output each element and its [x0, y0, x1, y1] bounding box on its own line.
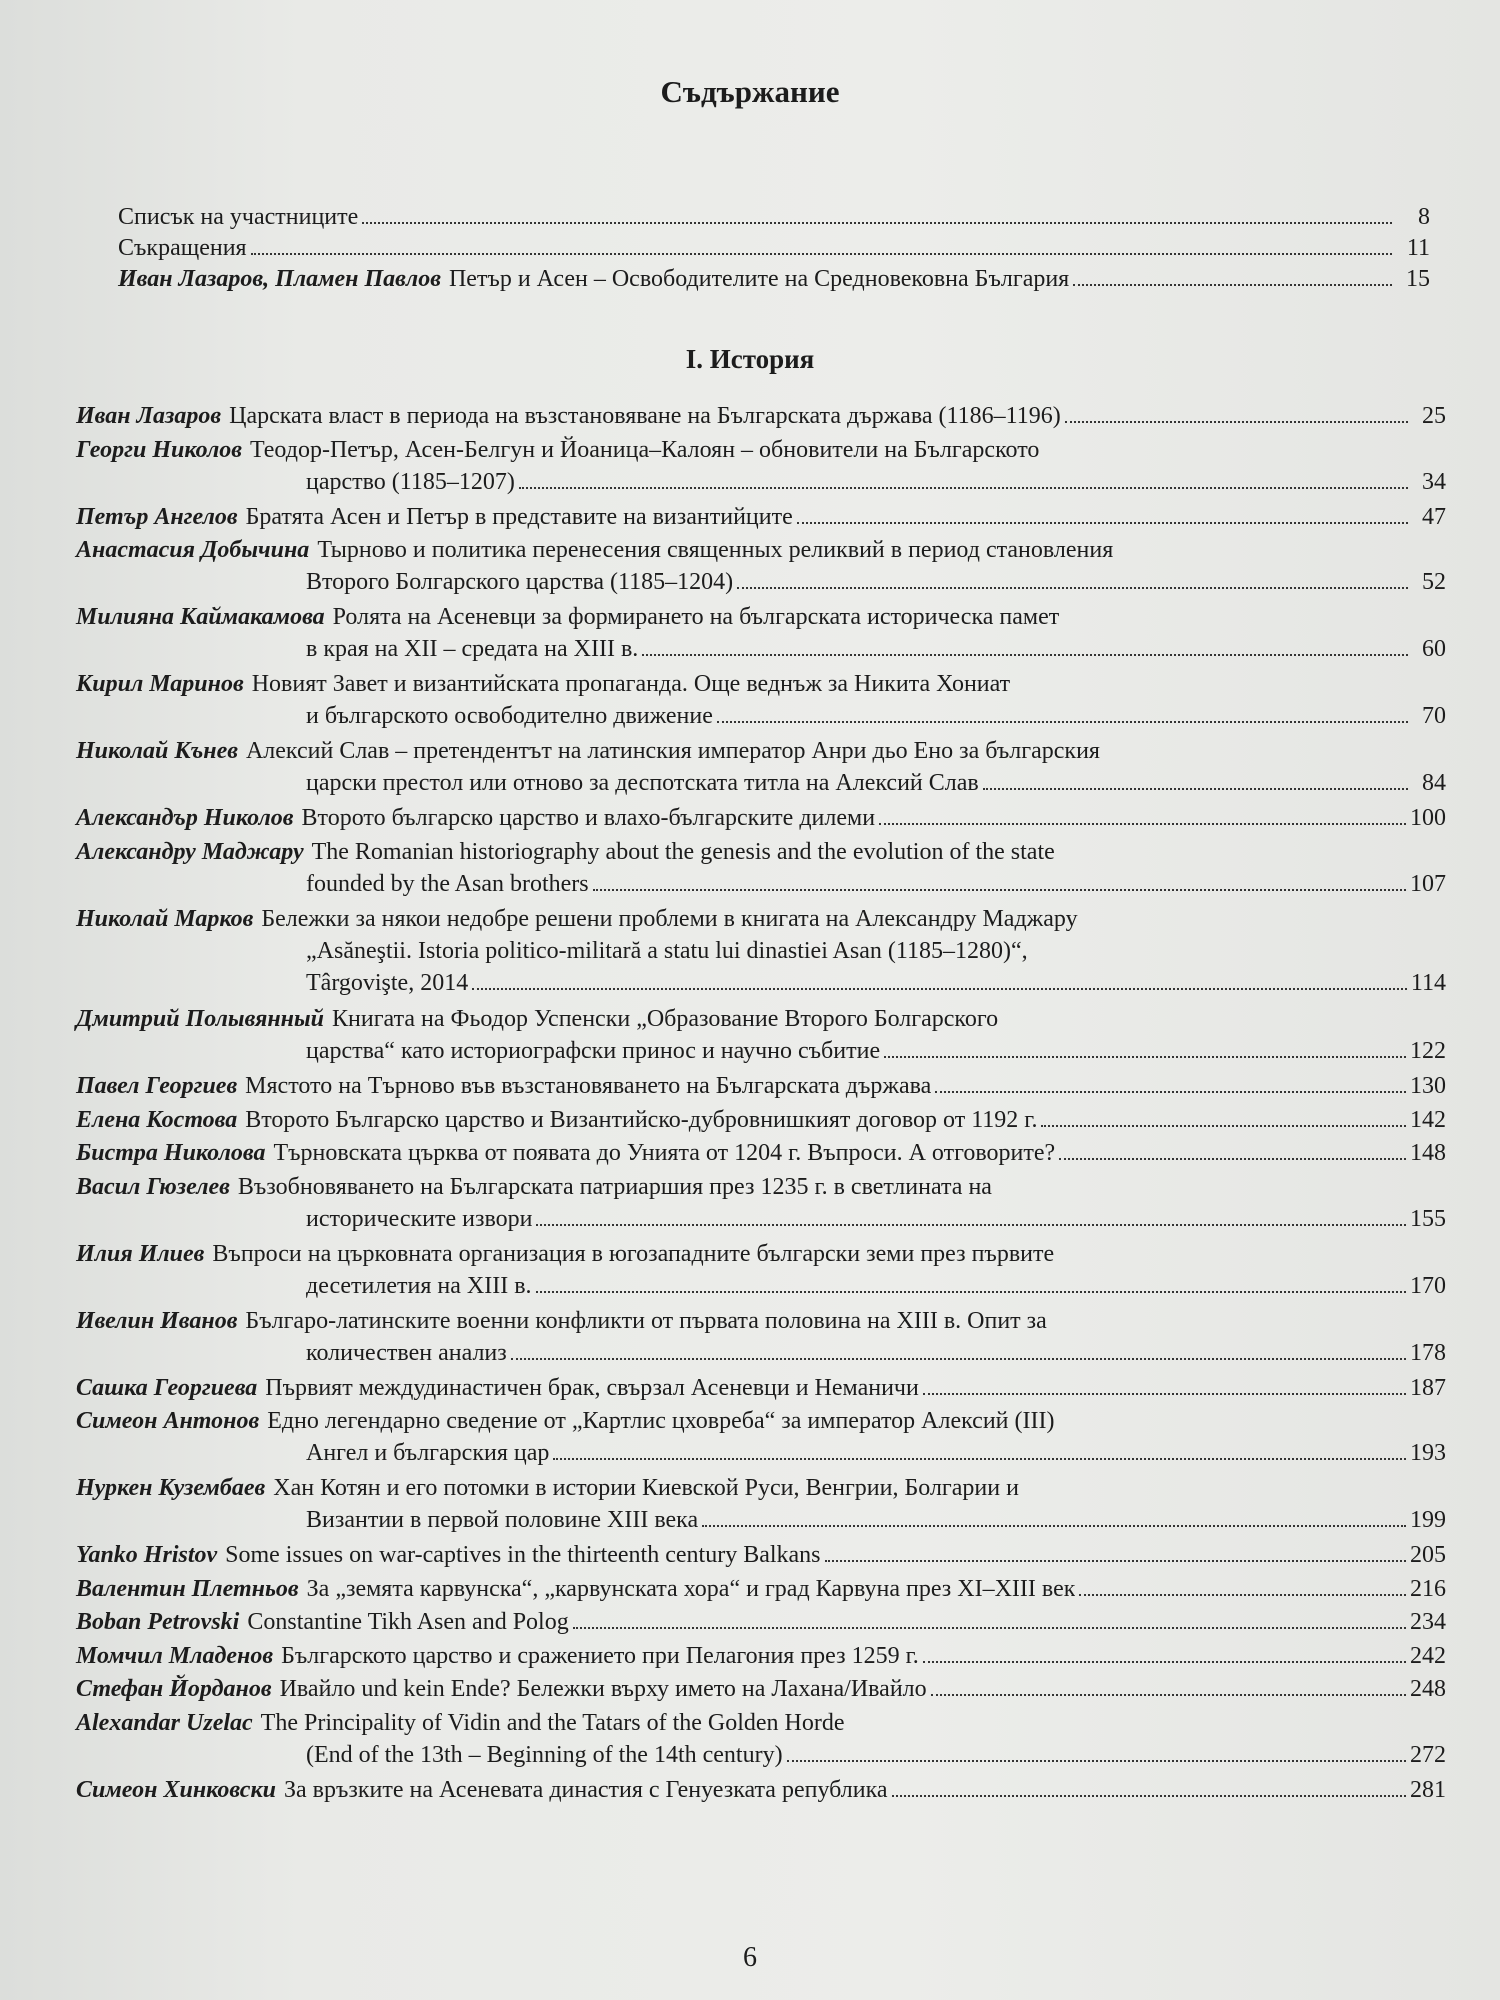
entry-line	[76, 601, 1446, 633]
entry-title: The Romanian historiography about the genesis and the evolution of the state	[311, 838, 1055, 865]
entry-page: 100	[1410, 805, 1446, 831]
entry-line	[76, 1573, 1446, 1605]
entry-line	[76, 1337, 1446, 1369]
entry-line	[76, 1673, 1446, 1705]
entry-line	[76, 1539, 1446, 1571]
leader-dots	[1041, 1105, 1406, 1127]
entry-line	[76, 1003, 1446, 1035]
entry-line	[76, 1372, 1446, 1404]
leader-dots	[536, 1204, 1406, 1226]
entry-page: 216	[1410, 1575, 1446, 1602]
entry-title: Теодор-Петър, Асен-Белгун и Йоаница–Калоян – обновители на Българското	[250, 436, 1040, 463]
entry-title: Бележки за някои недобре решени проблеми в книгата на Александру Маджару	[261, 905, 1078, 932]
toc-entry[interactable]	[76, 1539, 1446, 1573]
toc-entry[interactable]	[76, 434, 1446, 501]
entry-title: Constantine Tikh Asen and Polog	[247, 1609, 569, 1635]
toc-entry[interactable]	[76, 903, 1446, 1004]
toc-entry[interactable]	[76, 1137, 1446, 1171]
toc-entry[interactable]	[76, 1573, 1446, 1607]
entry-title: Some issues on war-captives in the thirteenth century Balkans	[225, 1542, 821, 1568]
entry-author: Момчил Младенов	[76, 1642, 274, 1669]
entry-line	[76, 836, 1446, 868]
entry-title: Новият Завет и византийската пропаганда. Още веднъж за Никита Хониат	[251, 671, 1011, 697]
entry-line	[76, 501, 1446, 533]
entry-page: 170	[1410, 1272, 1446, 1299]
entry-page: 25	[1422, 403, 1446, 429]
leader-dots	[1073, 264, 1392, 286]
leader-dots	[251, 233, 1392, 255]
toc-entry[interactable]	[76, 735, 1446, 802]
entry-page: 15	[1406, 266, 1430, 292]
leader-dots	[797, 502, 1408, 524]
entry-title: The Principality of Vidin and the Tatars of the Golden Horde	[260, 1709, 845, 1736]
leader-dots	[717, 701, 1408, 723]
entry-page: 122	[1410, 1038, 1446, 1064]
entry-page: 148	[1410, 1140, 1446, 1166]
leader-dots	[1059, 1138, 1406, 1160]
entry-author: Павел Георгиев	[76, 1073, 238, 1099]
toc-entry[interactable]	[76, 1070, 1446, 1104]
toc-entry-intro[interactable]	[118, 263, 1430, 294]
entry-line	[76, 1739, 1446, 1771]
page-title: Съдържание	[660, 74, 840, 109]
entry-title: Списък на участниците	[118, 204, 359, 230]
entry-page: 193	[1410, 1440, 1446, 1466]
leader-dots	[892, 1775, 1406, 1797]
entry-page: 84	[1422, 770, 1446, 796]
entry-title-cont: царства“ като историографски принос и научно събитие	[306, 1038, 881, 1064]
entry-title: Възобновяването на Българската патриаршия през 1235 г. в светлината на	[237, 1173, 992, 1200]
entry-author: Милияна Каймакамова	[76, 604, 325, 630]
entry-line	[76, 668, 1446, 700]
entry-line	[76, 633, 1446, 665]
toc-entry[interactable]	[76, 1707, 1446, 1774]
entry-page: 142	[1410, 1106, 1446, 1133]
entry-title: Хан Котян и его потомки в истории Киевской Руси, Венгрии, Болгарии и	[273, 1475, 1019, 1501]
leader-dots	[1079, 1574, 1406, 1596]
entry-title-cont: „Asăneştii. Istoria politico-militară a statu lui dinastiei Asan (1185–1280)“,	[306, 937, 1028, 964]
entry-page: 107	[1410, 870, 1446, 897]
front-matter	[118, 201, 1430, 294]
entry-page: 187	[1410, 1374, 1446, 1401]
toc-entry[interactable]	[76, 601, 1446, 668]
entry-page: 8	[1418, 204, 1430, 230]
entry-page: 272	[1410, 1741, 1446, 1768]
entry-author: Николай Кънев	[76, 738, 238, 764]
leader-dots	[923, 1373, 1406, 1395]
entry-author: Стефан Йорданов	[76, 1676, 272, 1702]
entry-title-cont: Târgovişte, 2014	[306, 969, 469, 996]
leader-dots	[737, 567, 1408, 589]
entry-author: Симеон Хинковски	[76, 1776, 276, 1803]
entry-line	[76, 1238, 1446, 1270]
entry-author: Петър Ангелов	[76, 503, 238, 530]
entry-page: 178	[1410, 1339, 1446, 1366]
toc-entry[interactable]	[76, 534, 1446, 601]
entry-author: Анастасия Добычина	[76, 537, 310, 563]
entry-line	[76, 868, 1446, 900]
entry-page: 114	[1410, 969, 1446, 996]
entry-line	[76, 1171, 1446, 1203]
entry-title: Царската власт в периода на възстановяване на Българската държава (1186–1196)	[229, 403, 1061, 429]
entry-line	[76, 1035, 1446, 1067]
entry-title: Ролята на Асеневци за формирането на българската историческа памет	[332, 604, 1060, 630]
entry-line	[76, 735, 1446, 767]
entry-line	[76, 1070, 1446, 1102]
entry-page: 130	[1410, 1073, 1446, 1099]
entry-line	[76, 903, 1446, 935]
entry-title-cont: в края на XII – средата на XIII в.	[306, 636, 639, 662]
entry-page: 70	[1422, 703, 1446, 729]
entry-author: Дмитрий Полывянный	[76, 1006, 325, 1032]
entry-title-cont: царски престол или отново за деспотската титла на Алексий Слав	[306, 770, 979, 796]
entry-title: Първият междудинастичен брак, свързал Асеневци и Неманичи	[265, 1374, 919, 1401]
leader-dots	[1065, 401, 1408, 423]
toc-entry[interactable]	[76, 1372, 1446, 1406]
leader-dots	[362, 202, 1392, 224]
entry-author: Васил Гюзелев	[76, 1173, 230, 1200]
entry-page: 205	[1410, 1542, 1446, 1568]
entry-line	[76, 1640, 1446, 1672]
entry-title: Алексий Слав – претендентът на латинския император Анри дьо Ено за българския	[245, 738, 1100, 764]
entry-title: Едно легендарно сведение от „Картлис цховреба“ за император Алексий (III)	[267, 1408, 1055, 1434]
toc-entry[interactable]	[76, 1774, 1446, 1808]
toc-entry-participants[interactable]	[118, 201, 1430, 232]
entry-title-cont: Второго Болгарского царства (1185–1204)	[306, 569, 734, 595]
entry-title-cont: десетилетия на XIII в.	[306, 1272, 532, 1299]
toc-entry[interactable]	[76, 1472, 1446, 1539]
entry-author: Бистра Николова	[76, 1140, 266, 1166]
entry-line	[76, 1472, 1446, 1504]
entry-page: 242	[1410, 1642, 1446, 1669]
entry-line	[76, 802, 1446, 834]
entry-page: 199	[1410, 1507, 1446, 1533]
entry-title: Търновската църква от появата до Унията от 1204 г. Въпроси. А отговорите?	[273, 1140, 1056, 1166]
leader-dots	[923, 1641, 1406, 1663]
entry-author: Иван Лазаров, Пламен Павлов	[118, 266, 441, 292]
entry-line	[76, 767, 1446, 799]
entry-title: Второто Българско царство и Византийско-дубровнишкият договор от 1192 г.	[245, 1106, 1038, 1133]
toc-entry[interactable]	[76, 1640, 1446, 1674]
entry-title: За връзките на Асеневата династия с Генуезката република	[283, 1776, 888, 1803]
entry-line	[76, 534, 1446, 566]
entry-page: 34	[1422, 468, 1446, 495]
entry-page: 60	[1422, 636, 1446, 662]
toc-entry[interactable]	[76, 836, 1446, 903]
entry-title: За „земята карвунска“, „карвунската хора“ и град Карвуна през XI–XIII век	[306, 1575, 1076, 1602]
entry-title-cont: founded by the Asan brothers	[306, 870, 589, 897]
entry-author: Николай Марков	[76, 905, 254, 932]
entry-page: 52	[1422, 569, 1446, 595]
leader-dots	[519, 467, 1408, 489]
entry-page: 248	[1410, 1676, 1446, 1702]
entry-line	[76, 700, 1446, 732]
toc-entry[interactable]	[76, 1405, 1446, 1472]
entry-page: 155	[1410, 1205, 1446, 1232]
leader-dots	[825, 1540, 1406, 1562]
entry-author: Александър Николов	[76, 805, 294, 831]
entry-author: Нуркен Кузембаев	[76, 1475, 266, 1501]
leader-dots	[472, 968, 1407, 990]
entry-line	[76, 1203, 1446, 1235]
entry-page: 234	[1410, 1609, 1446, 1635]
entry-title-cont: царство (1185–1207)	[306, 468, 515, 495]
entry-line	[76, 1137, 1446, 1169]
entry-author: Ивелин Иванов	[76, 1307, 238, 1334]
toc-entry[interactable]	[76, 501, 1446, 535]
toc-entry[interactable]	[76, 1606, 1446, 1640]
entry-page: 11	[1406, 235, 1430, 261]
entry-title: Братята Асен и Петър в представите на византийците	[245, 503, 793, 530]
entry-page: 281	[1410, 1776, 1446, 1803]
leader-dots	[787, 1740, 1406, 1762]
leader-dots	[935, 1071, 1406, 1093]
entry-line	[76, 466, 1446, 498]
leader-dots	[573, 1607, 1406, 1629]
entry-line	[76, 967, 1446, 999]
entry-title: Тырново и политика перенесения священных реликвий в период становления	[317, 537, 1114, 563]
toc-entry[interactable]	[76, 1305, 1446, 1372]
entry-title: Второто българско царство и влахо-българските дилеми	[301, 805, 876, 831]
entry-page: 47	[1422, 503, 1446, 530]
entry-line	[76, 1405, 1446, 1437]
page-number: 6	[743, 1942, 757, 1973]
entry-line	[76, 1774, 1446, 1806]
entry-line	[76, 1270, 1446, 1302]
toc-entry[interactable]	[76, 1673, 1446, 1707]
entry-title-cont: (End of the 13th – Beginning of the 14th century)	[306, 1741, 783, 1768]
toc-entry[interactable]	[76, 1171, 1446, 1238]
entry-author: Alexandar Uzelac	[76, 1709, 253, 1736]
leader-dots	[931, 1674, 1406, 1696]
toc-entry-abbreviations[interactable]	[118, 232, 1430, 263]
entry-title: Българското царство и сражението при Пелагония през 1259 г.	[281, 1642, 919, 1669]
entry-author: Иван Лазаров	[76, 403, 222, 429]
entry-line	[76, 1104, 1446, 1136]
leader-dots	[593, 869, 1406, 891]
entry-author: Boban Petrovski	[76, 1609, 240, 1635]
toc-entry[interactable]	[76, 400, 1446, 434]
entry-author: Yanko Hristov	[76, 1542, 218, 1568]
entry-title: Книгата на Фьодор Успенски „Образование Второго Болгарского	[332, 1006, 999, 1032]
entry-author: Валентин Плетньов	[76, 1575, 299, 1602]
entry-author: Александру Маджару	[76, 838, 304, 865]
toc-list	[76, 400, 1446, 1807]
entry-title: Мястото на Търново във възстановяването на Българската държава	[245, 1073, 932, 1099]
leader-dots	[702, 1505, 1406, 1527]
entry-author: Сашка Георгиева	[76, 1374, 258, 1401]
entry-title: Българо-латинските военни конфликти от първата половина на XIII в. Опит за	[245, 1307, 1047, 1334]
entry-author: Елена Костова	[76, 1106, 238, 1133]
entry-line	[76, 1707, 1446, 1739]
leader-dots	[879, 803, 1406, 825]
entry-line	[76, 1437, 1446, 1469]
toc-entry[interactable]	[76, 1104, 1446, 1138]
entry-author: Илия Илиев	[76, 1240, 205, 1267]
leader-dots	[642, 634, 1408, 656]
entry-line	[76, 566, 1446, 598]
leader-dots	[536, 1271, 1406, 1293]
entry-title-cont: историческите извори	[306, 1205, 533, 1232]
entry-title-cont: Византии в первой половине XIII века	[306, 1507, 699, 1533]
leader-dots	[983, 768, 1408, 790]
entry-line	[76, 1606, 1446, 1638]
toc-entry[interactable]	[76, 802, 1446, 836]
entry-line	[76, 1305, 1446, 1337]
entry-line	[76, 400, 1446, 432]
entry-author: Симеон Антонов	[76, 1408, 260, 1434]
entry-line	[76, 434, 1446, 466]
entry-title: Петър и Асен – Освободителите на Средновековна България	[448, 266, 1070, 292]
leader-dots	[511, 1338, 1406, 1360]
toc-entry[interactable]	[76, 1003, 1446, 1070]
toc-entry[interactable]	[76, 668, 1446, 735]
entry-title-cont: и българското освободително движение	[306, 703, 713, 729]
entry-line	[76, 1504, 1446, 1536]
leader-dots	[553, 1438, 1406, 1460]
entry-line	[76, 935, 1446, 967]
entry-title: Съкращения	[118, 235, 247, 261]
entry-title-cont: количествен анализ	[306, 1339, 507, 1366]
entry-title-cont: Ангел и българския цар	[306, 1440, 550, 1466]
entry-title: Ивайло und kein Ende? Бележки върху името на Лахана/Ивайло	[279, 1676, 927, 1702]
section-heading: I. История	[685, 344, 815, 374]
toc-entry[interactable]	[76, 1238, 1446, 1305]
entry-author: Кирил Маринов	[76, 671, 244, 697]
entry-title: Въпроси на църковната организация в югозападните български земи през първите	[212, 1240, 1055, 1267]
entry-author: Георги Николов	[76, 436, 243, 463]
leader-dots	[884, 1036, 1406, 1058]
